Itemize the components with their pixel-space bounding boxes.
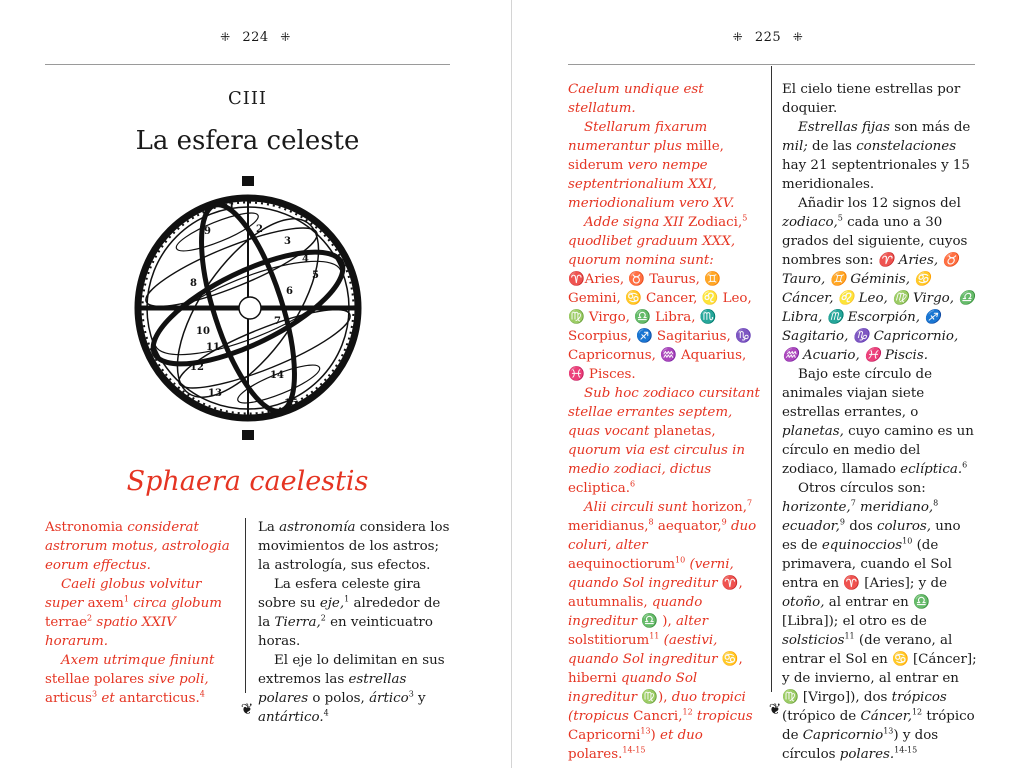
text-run: solsticios bbox=[782, 633, 845, 648]
text-run: El eje lo delimitan en sus extremos las bbox=[258, 653, 445, 687]
footnote-ref: 5 bbox=[742, 213, 748, 223]
header-rule bbox=[45, 64, 450, 65]
footnote-ref: 4 bbox=[199, 689, 205, 699]
text-run: ♈Aries, ♉ Taurus, ♊ Gemini, ♋ Cancer, ♌ Leo, ♍ Virgo, ♎ Libra, ♏ Scorpius, ♐ Sagitarius, ♑ Capricornus, ♒ Aquarius, ♓ Pisces. bbox=[568, 272, 752, 382]
zodiac-number: 8 bbox=[190, 278, 197, 289]
text-run: y bbox=[413, 691, 426, 706]
text-run: quando Sol ingreditur bbox=[568, 671, 698, 705]
column-divider bbox=[245, 518, 246, 693]
text-run: ) bbox=[650, 728, 656, 743]
text-run: (de verano, al entrar el Sol en ♋ [Cáncer]; y de invierno, al entrar en ♍ [Virgo]), dos bbox=[782, 633, 977, 705]
footnote-ref: 10 bbox=[675, 555, 686, 565]
text-run: solstitiorum bbox=[568, 633, 650, 648]
footnote-ref: 5 bbox=[837, 213, 843, 223]
text-run: duo tropici (tropicus bbox=[568, 690, 746, 724]
text-run: mille, siderum bbox=[568, 139, 724, 173]
text-run: horizonte, bbox=[782, 500, 851, 515]
paragraph bbox=[45, 518, 241, 575]
zodiac-number: 11 bbox=[206, 342, 220, 353]
footnote-ref: 6 bbox=[962, 460, 968, 470]
chapter-number: CIII bbox=[227, 88, 268, 109]
text-run: equinoccios bbox=[821, 538, 903, 553]
spanish-column bbox=[258, 518, 454, 727]
text-run: Caelum undique est stellatum. bbox=[568, 82, 704, 116]
text-run: El cielo tiene estrellas por doquier. bbox=[782, 82, 961, 116]
earth-globe bbox=[239, 297, 261, 319]
text-run: aequinoctiorum bbox=[568, 557, 676, 572]
text-run: planetas, bbox=[782, 424, 844, 439]
text-run: son más de bbox=[889, 120, 971, 135]
ornament-icon: ⁜ bbox=[732, 30, 744, 44]
paragraph bbox=[568, 384, 766, 498]
footnote-ref: 6 bbox=[629, 479, 636, 489]
footnote-ref: 7 bbox=[747, 498, 753, 508]
latin-column bbox=[568, 80, 766, 764]
text-run: cuyo camino es un círculo en medio del zodiaco, llamado bbox=[782, 424, 974, 477]
paragraph bbox=[45, 651, 241, 708]
text-run: quodlibet graduum XXX, quorum nomina sunt: bbox=[568, 234, 736, 268]
text-run: meridiano, bbox=[860, 500, 934, 515]
sphere-bottom-knob bbox=[242, 430, 254, 440]
text-run: mil; bbox=[782, 139, 808, 154]
page-number: 224 bbox=[242, 30, 269, 45]
zodiac-number: 9 bbox=[204, 226, 211, 237]
text-run: Estrellas fijas bbox=[798, 120, 890, 135]
text-run: ) y dos círculos bbox=[782, 728, 939, 762]
text-run: alrededor de la bbox=[258, 596, 441, 630]
text-run: ártico bbox=[369, 691, 409, 706]
text-run: zodiaco, bbox=[782, 215, 838, 230]
text-run: ♋, hiberni bbox=[568, 652, 743, 686]
paragraph bbox=[45, 575, 241, 651]
footnote-ref: 3 bbox=[408, 689, 414, 699]
text-run: Cancri, bbox=[628, 709, 683, 724]
text-run: Añadir los 12 signos del bbox=[798, 196, 961, 211]
page-number: 225 bbox=[754, 30, 782, 45]
left-page-header bbox=[0, 30, 511, 45]
text-run: Axem utrimque finiunt bbox=[61, 653, 215, 668]
footnote-ref: 13 bbox=[640, 726, 651, 736]
text-run: ♍), bbox=[637, 690, 672, 705]
text-run: coluros, bbox=[876, 519, 932, 534]
footnote-ref: 14-15 bbox=[894, 745, 918, 755]
text-run: sive poli, bbox=[148, 672, 209, 687]
zodiac-number: 4 bbox=[302, 254, 309, 265]
footnote-ref: 14-15 bbox=[622, 745, 646, 755]
text-run: polares. bbox=[568, 747, 623, 762]
text-run: aequator, bbox=[653, 519, 722, 534]
text-run: La bbox=[258, 520, 280, 535]
right-page-header bbox=[512, 30, 1024, 45]
footnote-ref: 1 bbox=[344, 594, 350, 604]
footnote-ref: 2 bbox=[320, 613, 326, 623]
text-run: articus bbox=[45, 691, 93, 706]
text-run: Stellarum fixarum bbox=[584, 120, 708, 135]
text-run: considerat astrorum motus, astrologia eorum effectus. bbox=[45, 520, 230, 573]
text-run: eclíptica. bbox=[900, 462, 963, 477]
column-divider bbox=[771, 66, 772, 692]
right-page bbox=[512, 0, 1024, 768]
text-run: axem bbox=[83, 596, 124, 611]
text-run: Astronomia bbox=[45, 520, 128, 535]
text-run: numerantur plus bbox=[568, 139, 682, 154]
footnote-ref: 3 bbox=[92, 689, 98, 699]
text-run: circa globum bbox=[128, 596, 222, 611]
page-title: La esfera celeste bbox=[135, 126, 360, 156]
text-run: planetas, bbox=[649, 424, 716, 439]
text-run: Caeli globus volvitur super bbox=[45, 577, 202, 611]
text-run: ♈ Aries, ♉ Tauro, ♊ Géminis, ♋ Cáncer, ♌ Leo, ♍ Virgo, ♎ Libra, ♏ Escorpión, ♐ Sagitario, ♑ Capricornio, ♒ Acuario, ♓ Piscis. bbox=[782, 253, 975, 363]
text-run: antarcticus. bbox=[114, 691, 200, 706]
paragraph bbox=[782, 479, 978, 764]
header-rule bbox=[568, 64, 975, 65]
text-run: Capricorni bbox=[568, 728, 641, 743]
text-run: ♈, autumnalis, bbox=[568, 576, 743, 610]
footnote-ref: 13 bbox=[883, 726, 894, 736]
footnote-ref: 10 bbox=[902, 536, 913, 546]
footnote-ref: 11 bbox=[649, 631, 660, 641]
footnote-ref: 4 bbox=[323, 708, 329, 718]
text-run: Adde signa XII bbox=[584, 215, 684, 230]
text-run: duo coluri, alter bbox=[568, 519, 757, 553]
spanish-column bbox=[782, 80, 978, 764]
text-run: stellae polares bbox=[45, 672, 149, 687]
text-run: quando ingreditur bbox=[568, 595, 703, 629]
text-run: quorum via est circulus in medio zodiaci, dictus bbox=[568, 443, 746, 477]
latin-title: Sphaera caelestis bbox=[126, 466, 369, 497]
paragraph bbox=[568, 498, 766, 764]
paragraph bbox=[782, 365, 978, 479]
text-run: terrae bbox=[45, 615, 88, 630]
left-page bbox=[0, 0, 511, 768]
paragraph bbox=[568, 118, 766, 213]
text-run: estrellas polares bbox=[258, 672, 407, 706]
text-run: (trópico de bbox=[782, 709, 861, 724]
text-run: vero nempe septentrionalium XXI, meriodionalium vero XV. bbox=[568, 158, 735, 211]
paragraph bbox=[568, 80, 766, 118]
text-run: antártico. bbox=[258, 710, 324, 725]
text-run: hay 21 septentrionales y 15 meridionales. bbox=[782, 158, 970, 192]
footnote-ref: 12 bbox=[911, 707, 923, 717]
text-run: La esfera celeste gira sobre su bbox=[258, 577, 421, 611]
zodiac-number: 3 bbox=[284, 236, 291, 247]
zodiac-number: 10 bbox=[196, 326, 210, 337]
zodiac-number: 15 bbox=[284, 398, 298, 409]
text-run: o polos, bbox=[308, 691, 370, 706]
text-run: Bajo este círculo de animales viajan siete estrellas errantes, o bbox=[782, 367, 933, 420]
footnote-ref: 1 bbox=[123, 594, 129, 604]
text-run: spatio XXIV horarum. bbox=[45, 615, 176, 649]
text-run: al entrar en ♎ [Libra]); el otro es de bbox=[782, 595, 930, 629]
footnote-ref: 2 bbox=[87, 613, 93, 623]
paragraph bbox=[782, 194, 978, 365]
text-run: meridianus, bbox=[568, 519, 649, 534]
text-run: alter bbox=[676, 614, 708, 629]
paragraph bbox=[258, 575, 454, 651]
text-run: Cáncer, bbox=[860, 709, 912, 724]
text-run: (de primavera, cuando el Sol entra en ♈ [Aries]; y de bbox=[782, 538, 952, 591]
text-run: Zodiaci, bbox=[683, 215, 743, 230]
footer-ornament-icon: ❦ bbox=[240, 700, 254, 718]
footnote-ref: 9 bbox=[839, 517, 845, 527]
text-run: trópico de bbox=[782, 709, 975, 743]
text-run: ecliptica. bbox=[568, 481, 630, 496]
text-run: cada uno a 30 grados del siguiente, cuyos nombres son: bbox=[782, 215, 968, 268]
zodiac-number: 5 bbox=[312, 270, 319, 281]
text-run: (aestivi, quando Sol ingreditur bbox=[568, 633, 718, 667]
latin-column bbox=[45, 518, 241, 708]
text-run: eje, bbox=[319, 596, 345, 611]
text-run: et bbox=[97, 691, 115, 706]
text-run: et duo bbox=[655, 728, 703, 743]
ornament-icon: ⁜ bbox=[792, 30, 804, 44]
sphere-top-knob bbox=[242, 176, 254, 186]
footnote-ref: 9 bbox=[721, 517, 727, 527]
footnote-ref: 8 bbox=[933, 498, 939, 508]
footnote-ref: 11 bbox=[844, 631, 855, 641]
paragraph bbox=[568, 213, 766, 384]
text-run: Capricornio bbox=[802, 728, 884, 743]
text-run: polares. bbox=[839, 747, 895, 762]
paragraph bbox=[258, 518, 454, 575]
text-run: Otros círculos son: bbox=[798, 481, 926, 496]
text-run: considera los movimientos de los astros; la astrología, sus efectos. bbox=[258, 520, 450, 573]
paragraph bbox=[782, 118, 978, 194]
paragraph bbox=[782, 80, 978, 118]
text-run: horizon, bbox=[687, 500, 748, 515]
zodiac-number: 13 bbox=[208, 388, 222, 399]
footnote-ref: 7 bbox=[850, 498, 856, 508]
footer-ornament-icon: ❦ bbox=[768, 700, 782, 718]
text-run: dos bbox=[844, 519, 877, 534]
zodiac-number: 7 bbox=[274, 316, 281, 327]
text-run: Alii circuli sunt bbox=[584, 500, 688, 515]
text-run: Sub hoc zodiaco cursitant stellae errantes septem, quas vocant bbox=[568, 386, 760, 439]
text-run: ♎ ), bbox=[637, 614, 677, 629]
zodiac-number: 14 bbox=[270, 370, 284, 381]
ornament-icon: ⁜ bbox=[220, 30, 231, 44]
footnote-ref: 8 bbox=[648, 517, 654, 527]
text-run: trópicos bbox=[891, 690, 947, 705]
footnote-ref: 12 bbox=[682, 707, 693, 717]
paragraph bbox=[258, 651, 454, 727]
text-run: ecuador, bbox=[782, 519, 840, 534]
text-run: de las bbox=[807, 139, 857, 154]
zodiac-number: 6 bbox=[286, 286, 293, 297]
armillary-sphere-illustration bbox=[134, 174, 362, 442]
zodiac-number: 1 bbox=[228, 202, 235, 213]
text-run: tropicus bbox=[692, 709, 753, 724]
zodiac-number: 12 bbox=[190, 362, 204, 373]
text-run: (verni, quando Sol ingreditur bbox=[568, 557, 734, 591]
text-run: otoño, bbox=[782, 595, 825, 610]
text-run: uno es de bbox=[782, 519, 961, 553]
ornament-icon: ⁜ bbox=[280, 30, 291, 44]
text-run: astronomía bbox=[279, 520, 356, 535]
text-run: constelaciones bbox=[856, 139, 957, 154]
text-run: en veinticuatro horas. bbox=[258, 615, 433, 649]
text-run: Tierra, bbox=[274, 615, 321, 630]
zodiac-number: 2 bbox=[256, 224, 263, 235]
